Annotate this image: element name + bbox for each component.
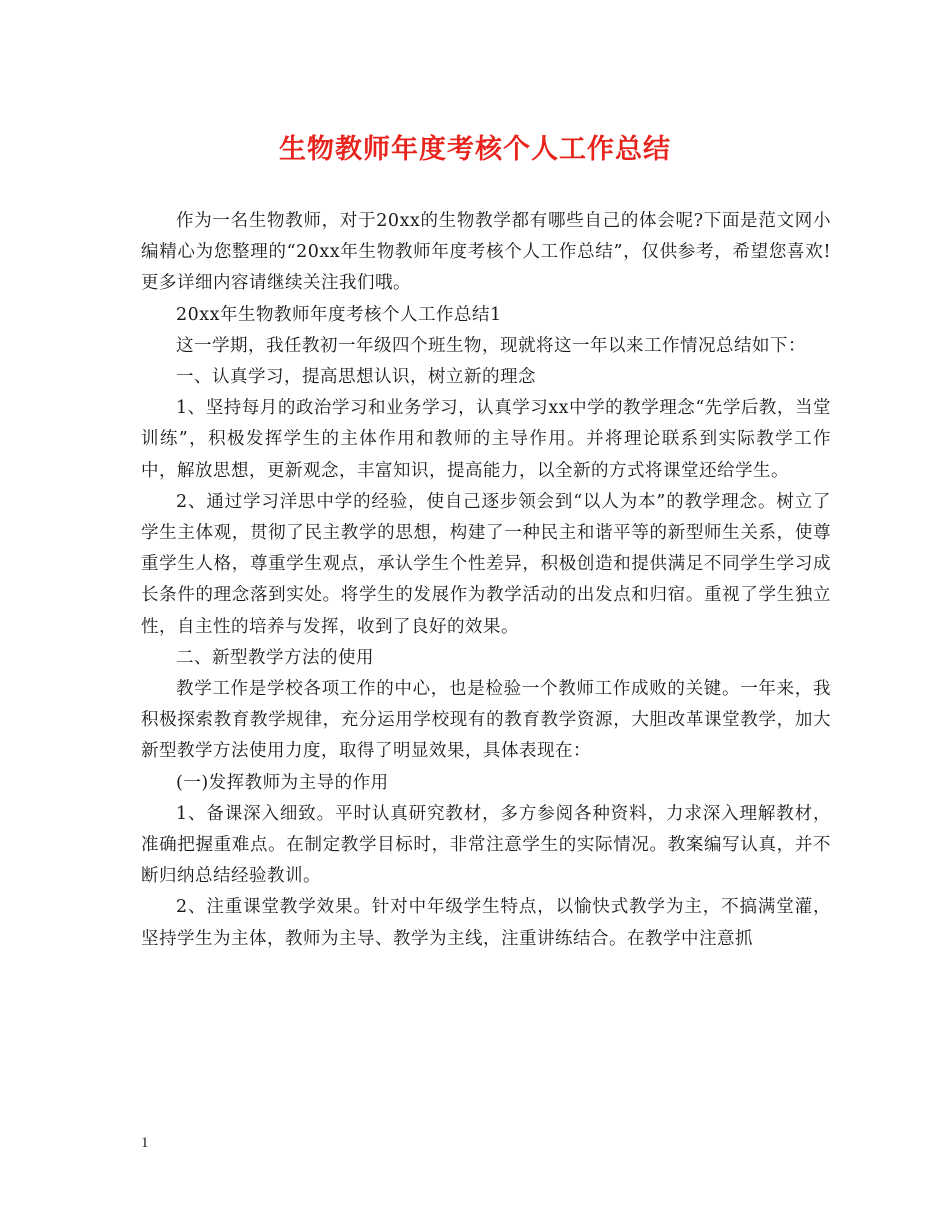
subheading: 一、认真学习，提高思想认识，树立新的理念 (176, 367, 536, 388)
section-heading: 20xx年生物教师年度考核个人工作总结1 (176, 304, 502, 325)
subheading: 二、新型教学方法的使用 (176, 647, 374, 668)
paragraph: 这一学期，我任教初一年级四个班生物，现就将这一年以来工作情况总结如下： (176, 335, 806, 356)
paragraph: 教学工作是学校各项工作的中心，也是检验一个教师工作成败的关键。一年来，我积极探索教育教学规律，充分运用学校现有的教育教学资源，大胆改革课堂教学，加大新型教学方法使用力度，取得了明显效果，具体表现在： (141, 679, 831, 762)
paragraph: 2、通过学习洋思中学的经验，使自己逐步领会到“以人为本”的教学理念。树立了学生主体观，贯彻了民主教学的思想，构建了一种民主和谐平等的新型师生关系，使尊重学生人格，尊重学生观点，承认学生个性差异，积极创造和提供满足不同学生学习成长条件的理念落到实处。将学生的发展作为教学活动的出发点和归宿。重视了学生独立性，自主性的培养与发挥，收到了良好的效果。 (141, 491, 831, 637)
subheading: (一)发挥教师为主导的作用 (176, 772, 389, 793)
paragraph: 1、坚持每月的政治学习和业务学习，认真学习xx中学的教学理念“先学后教，当堂训练”，积极发挥学生的主体作用和教师的主导作用。并将理论联系到实际教学工作中，解放思想，更新观念，丰富知识，提高能力，以全新的方式将课堂还给学生。 (141, 398, 831, 481)
document-body (141, 206, 831, 955)
paragraph: 2、注重课堂教学效果。针对中年级学生特点，以愉快式教学为主，不搞满堂灌，坚持学生为主体，教师为主导、教学为主线，注重讲练结合。在教学中注意抓 (141, 897, 831, 949)
intro-paragraph: 作为一名生物教师，对于20xx的生物教学都有哪些自己的体会呢?下面是范文网小编精心为您整理的“20xx年生物教师年度考核个人工作总结”，仅供参考，希望您喜欢!更多详细内容请继续关注我们哦。 (141, 211, 831, 294)
paragraph: 1、备课深入细致。平时认真研究教材，多方参阅各种资料，力求深入理解教材，准确把握重难点。在制定教学目标时，非常注意学生的实际情况。教案编写认真，并不断归纳总结经验教训。 (141, 803, 831, 887)
document-title: 生物教师年度考核个人工作总结 (279, 134, 671, 165)
page-number: 1 (141, 1135, 149, 1151)
